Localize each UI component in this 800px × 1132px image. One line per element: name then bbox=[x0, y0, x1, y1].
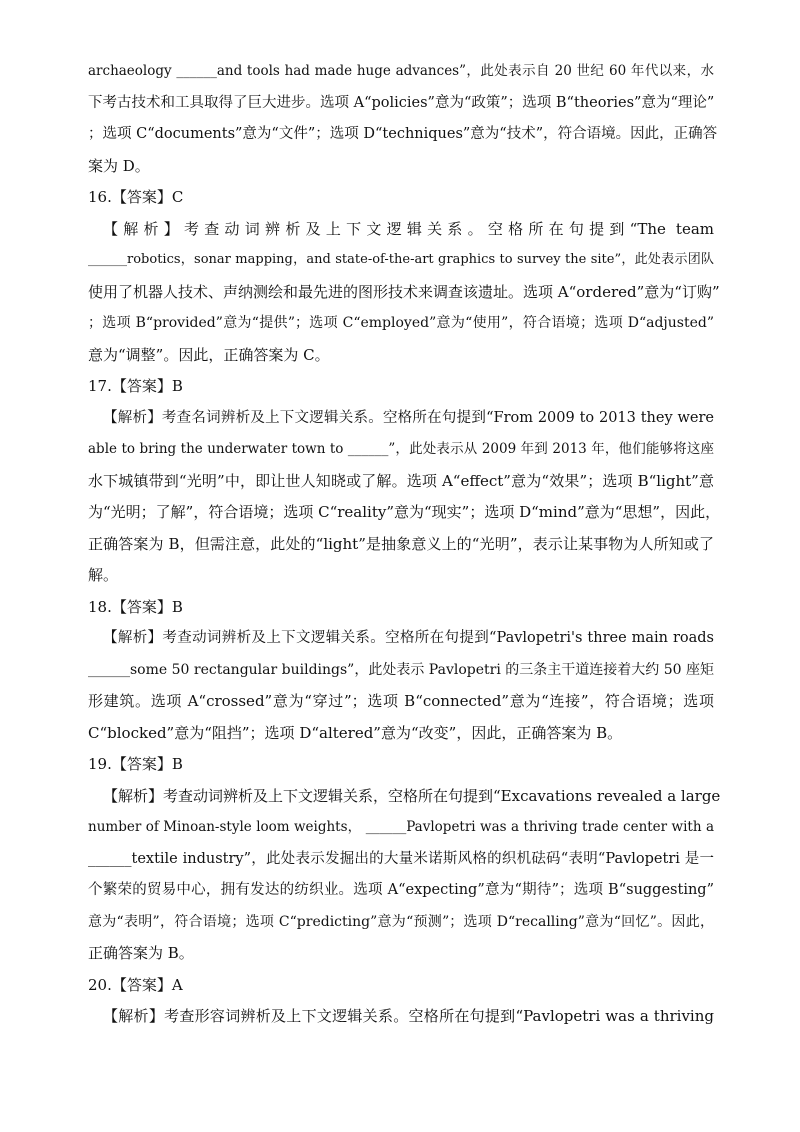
text-line: 形建筑。选项 A“crossed”意为“穿过”；选项 B“connected”意为“连接”，符合语境；选项 bbox=[88, 692, 714, 710]
answer-heading: 20.【答案】A bbox=[88, 976, 183, 994]
text-line: 水下城镇带到“光明”中，即让世人知晓或了解。选项 A“effect”意为“效果”；选项 B“light”意 bbox=[88, 472, 714, 490]
analysis-line: 【解析】考查动词辨析及上下文逻辑关系。空格所在句提到“The team bbox=[103, 220, 714, 238]
text-line: 使用了机器人技术、声纳测绘和最先进的图形技术来调查该遗址。选项 A“ordered”意为“订购” bbox=[88, 283, 720, 301]
answer-heading: 17.【答案】B bbox=[88, 377, 183, 395]
analysis-line: 【解析】考查动词辨析及上下文逻辑关系。空格所在句提到“Pavlopetri's three main roads bbox=[103, 630, 714, 646]
answer-heading: 18.【答案】B bbox=[88, 598, 183, 616]
answer-heading: 16.【答案】C bbox=[88, 188, 184, 206]
answer-heading: 19.【答案】B bbox=[88, 755, 183, 773]
text-line: C“blocked”意为“阻挡”；选项 D“altered”意为“改变”，因此，正确答案为 B。 bbox=[88, 724, 623, 742]
text-line: ；选项 B“provided”意为“提供”；选项 C“employed”意为“使用”，符合语境；选项 D“adjusted” bbox=[88, 315, 714, 331]
text-line: 意为“调整”。因此，正确答案为 C。 bbox=[88, 346, 330, 364]
text-line: ；选项 C“documents”意为“文件”；选项 D“techniques”意为“技术”，符合语境。因此，正确答 bbox=[88, 126, 718, 142]
text-line: 正确答案为 B。 bbox=[88, 944, 194, 962]
text-line: number of Minoan-style loom weights， ______Pavlopetri was a thriving trade center with a bbox=[88, 819, 714, 835]
text-line: archaeology ______and tools had made huge advances”，此处表示自 20 世纪 60 年代以来，水 bbox=[88, 63, 714, 79]
analysis-line: 【解析】考查形容词辨析及上下文逻辑关系。空格所在句提到“Pavlopetri was a thriving bbox=[103, 1007, 714, 1025]
text-line: 正确答案为 B，但需注意，此处的“light”是抽象意义上的“光明”，表示让某事物为人所知或了 bbox=[88, 535, 714, 553]
text-line: 下考古技术和工具取得了巨大进步。选项 A“policies”意为“政策”；选项 B“theories”意为“理论” bbox=[88, 95, 715, 111]
text-line: ______textile industry”，此处表示发掘出的大量米诺斯风格的织机砝码“表明“Pavlopetri 是一 bbox=[88, 851, 714, 867]
text-line: ______some 50 rectangular buildings”，此处表示 Pavlopetri 的三条主干道连接着大约 50 座矩 bbox=[88, 662, 714, 678]
text-line: 案为 D。 bbox=[88, 157, 150, 175]
analysis-line: 【解析】考查名词辨析及上下文逻辑关系。空格所在句提到“From 2009 to 2013 they were bbox=[103, 410, 714, 426]
text-line: 为“光明；了解”，符合语境；选项 C“reality”意为“现实”；选项 D“mind”意为“思想”，因此， bbox=[88, 503, 721, 521]
text-line: 解。 bbox=[88, 566, 119, 584]
text-line: able to bring the underwater town to ______”，此处表示从 2009 年到 2013 年，他们能够将这座 bbox=[88, 441, 714, 457]
text-line: ______robotics，sonar mapping，and state-of-the-art graphics to survey the site”，此处表示团队 bbox=[88, 252, 714, 267]
analysis-line: 【解析】考查动词辨析及上下文逻辑关系，空格所在句提到“Excavations revealed a large bbox=[103, 787, 721, 805]
text-line: 意为“表明”，符合语境；选项 C“predicting”意为“预测”；选项 D“recalling”意为“回忆”。因此， bbox=[88, 914, 714, 930]
text-line: 个繁荣的贸易中心，拥有发达的纺织业。选项 A“expecting”意为“期待”；选项 B“suggesting” bbox=[88, 882, 714, 898]
